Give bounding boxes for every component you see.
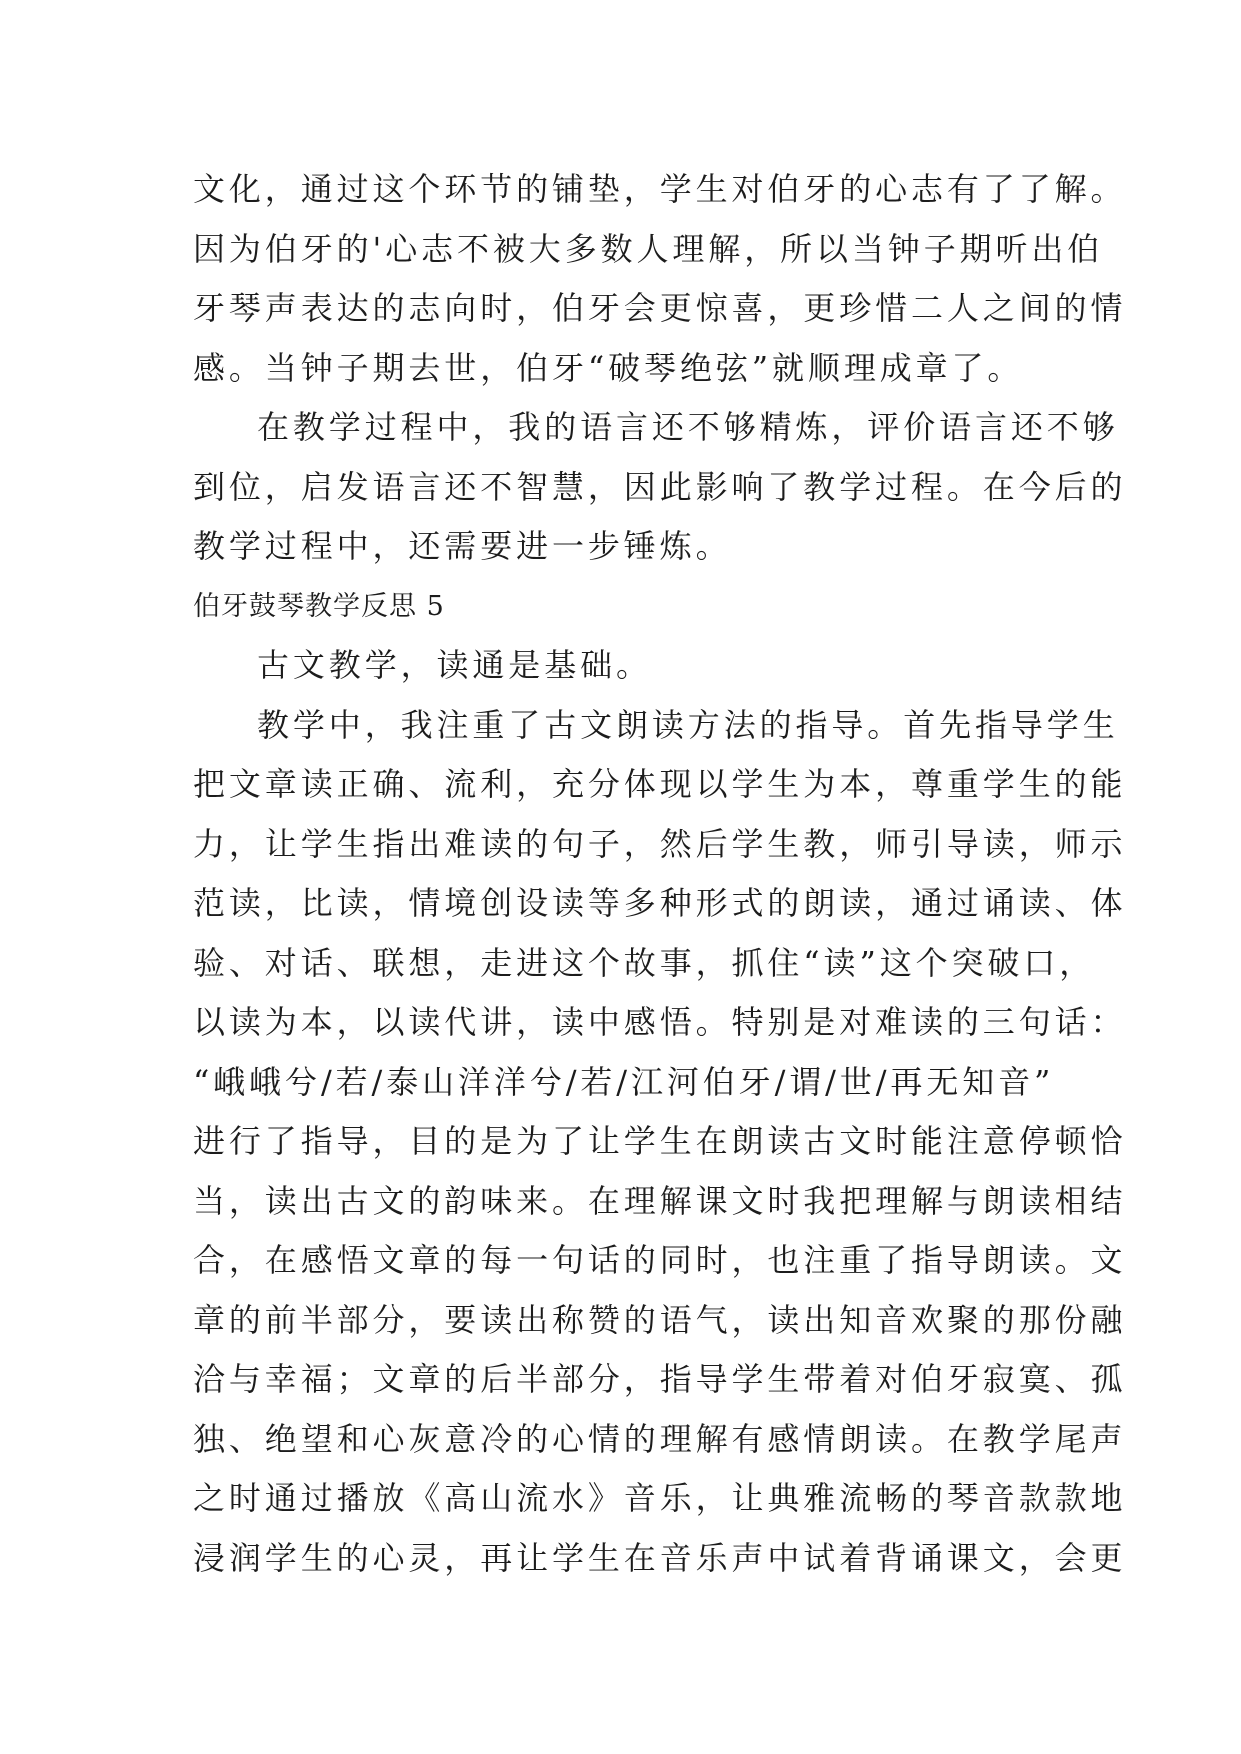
body-text-line: 当，读出古文的韵味来。在理解课文时我把理解与朗读相结 bbox=[193, 1181, 1127, 1220]
body-text-line: 范读，比读，情境创设读等多种形式的朗读，通过诵读、体 bbox=[193, 884, 1127, 922]
body-text-line: 力，让学生指出难读的句子，然后学生教，师引导读，师示 bbox=[193, 824, 1127, 863]
body-text-line: 合，在感悟文章的每一句话的同时，也注重了指导朗读。文 bbox=[193, 1241, 1127, 1279]
body-text-line: 洽与幸福；文章的后半部分，指导学生带着对伯牙寂寞、孤 bbox=[193, 1360, 1127, 1398]
paragraph-first-line: 在教学过程中，我的语言还不够精炼，评价语言还不够 bbox=[257, 408, 1119, 446]
section-heading: 伯牙鼓琴教学反思 5 bbox=[193, 590, 445, 622]
body-text-line: 把文章读正确、流利，充分体现以学生为本，尊重学生的能 bbox=[193, 765, 1127, 803]
body-text-line: 进行了指导，目的是为了让学生在朗读古文时能注意停顿恰 bbox=[193, 1122, 1127, 1160]
body-text-line: 因为伯牙的'心志不被大多数人理解，所以当钟子期听出伯 bbox=[193, 229, 1104, 268]
body-text-line: 浸润学生的心灵，再让学生在音乐声中试着背诵课文，会更 bbox=[193, 1538, 1127, 1577]
body-text-line: 教学过程中，还需要进一步锤炼。 bbox=[193, 527, 732, 565]
body-text-line: 感。当钟子期去世，伯牙“破琴绝弦”就顺理成章了。 bbox=[193, 348, 1024, 387]
paragraph-first-line: 古文教学，读通是基础。 bbox=[257, 646, 652, 684]
paragraph-first-line: 教学中，我注重了古文朗读方法的指导。首先指导学生 bbox=[257, 705, 1119, 744]
body-text-line: “峨峨兮/若/泰山洋洋兮/若/江河伯牙/谓/世/再无知音” bbox=[193, 1062, 1055, 1101]
body-text-line: 文化，通过这个环节的铺垫，学生对伯牙的心志有了了解。 bbox=[193, 170, 1127, 208]
body-text-line: 验、对话、联想，走进这个故事，抓住“读”这个突破口， bbox=[193, 943, 1096, 982]
body-text-line: 之时通过播放《高山流水》音乐，让典雅流畅的琴音款款地 bbox=[193, 1479, 1127, 1517]
body-text-line: 独、绝望和心灰意冷的心情的理解有感情朗读。在教学尾声 bbox=[193, 1419, 1127, 1458]
body-text-line: 牙琴声表达的志向时，伯牙会更惊喜，更珍惜二人之间的情 bbox=[193, 289, 1127, 327]
body-text-line: 章的前半部分，要读出称赞的语气，读出知音欢聚的那份融 bbox=[193, 1300, 1127, 1339]
body-text-line: 到位，启发语言还不智慧，因此影响了教学过程。在今后的 bbox=[193, 467, 1127, 506]
document-body bbox=[193, 160, 1127, 1588]
body-text-line: 以读为本，以读代讲，读中感悟。特别是对难读的三句话： bbox=[193, 1003, 1127, 1041]
